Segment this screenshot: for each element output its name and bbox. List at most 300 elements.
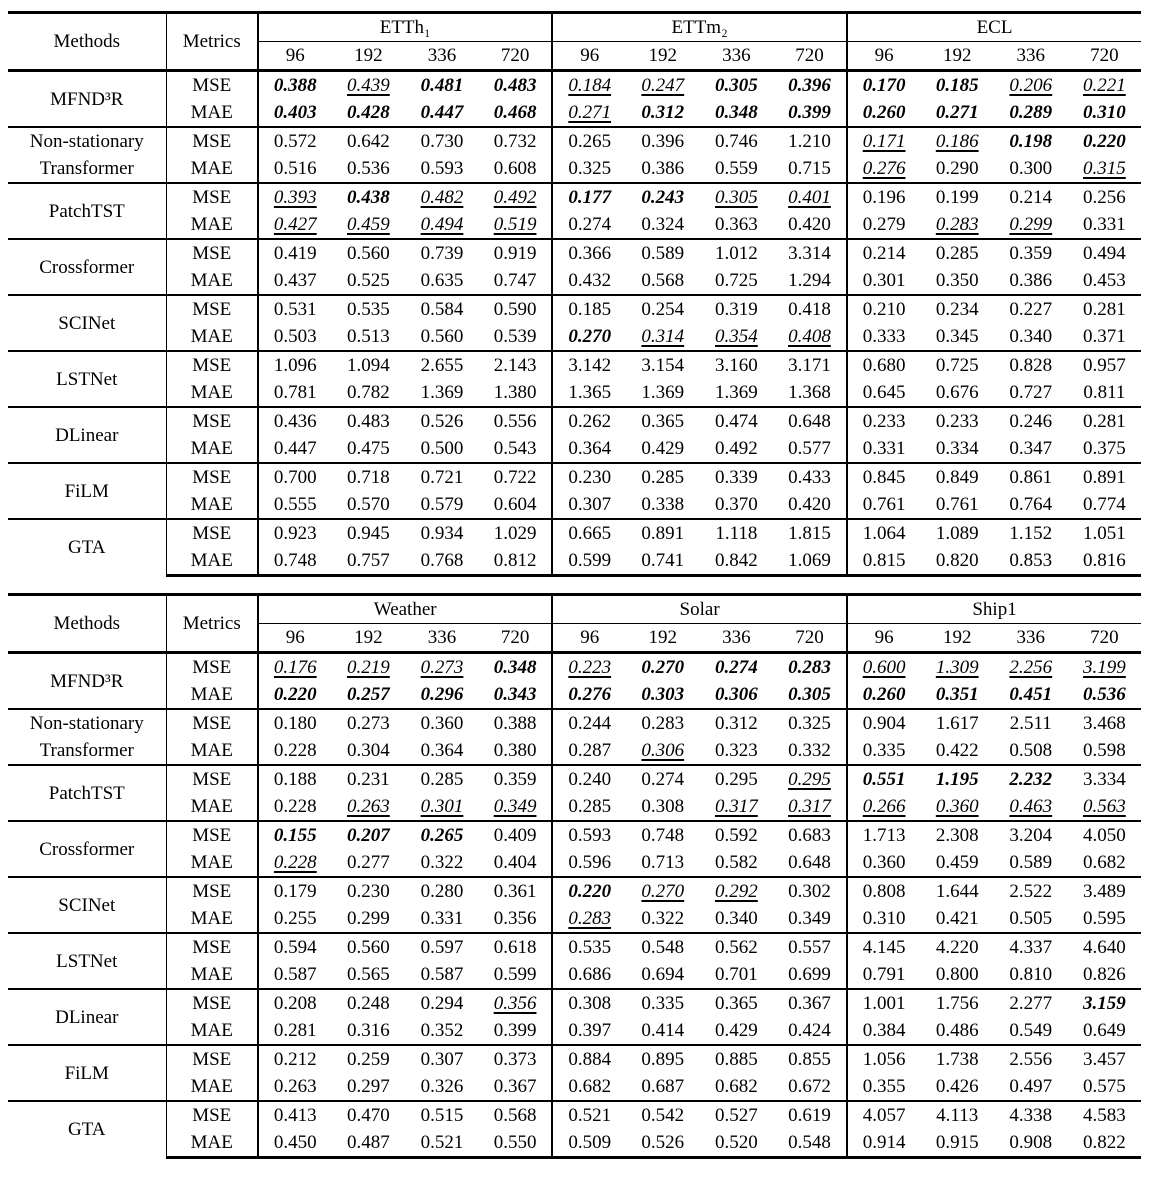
value-cell — [994, 407, 1068, 435]
value-cell — [847, 709, 921, 737]
value-cell — [1068, 211, 1142, 239]
best-value-cell — [405, 71, 479, 100]
value-text: 0.179 — [273, 881, 317, 902]
value-text: 0.427 — [273, 214, 317, 235]
value-cell — [332, 547, 406, 576]
value-text: 0.475 — [347, 438, 390, 459]
value-text: 0.290 — [935, 158, 979, 179]
value-cell — [479, 1045, 553, 1073]
value-text: 0.352 — [420, 1020, 464, 1041]
value-cell — [920, 435, 994, 463]
table-row — [8, 821, 1141, 849]
table-row — [8, 127, 1141, 155]
value-text: 0.356 — [493, 993, 537, 1014]
value-text: 3.142 — [568, 355, 612, 376]
second-best-value-cell — [332, 71, 406, 100]
value-cell — [700, 463, 774, 491]
value-text: 0.826 — [1083, 964, 1126, 985]
value-text: 0.363 — [715, 214, 758, 235]
table-row — [8, 709, 1141, 737]
value-cell — [258, 351, 332, 379]
value-cell — [405, 379, 479, 407]
value-text: 0.399 — [788, 102, 831, 123]
value-text: 1.029 — [493, 523, 537, 544]
value-text: 1.369 — [420, 382, 464, 403]
value-cell — [847, 989, 921, 1017]
value-text: 0.590 — [493, 299, 537, 320]
value-text: 1.001 — [862, 993, 906, 1014]
value-text: 0.557 — [788, 937, 831, 958]
value-cell — [847, 491, 921, 519]
value-cell — [405, 1101, 479, 1129]
value-text: 0.699 — [788, 964, 831, 985]
value-text: 0.721 — [420, 467, 464, 488]
value-cell — [847, 295, 921, 323]
value-text: 2.308 — [935, 825, 979, 846]
value-cell — [700, 989, 774, 1017]
value-cell — [258, 547, 332, 576]
value-cell — [552, 519, 626, 547]
second-best-value-cell — [626, 877, 700, 905]
value-cell — [994, 267, 1068, 295]
value-text: 3.468 — [1083, 713, 1126, 734]
value-text: 3.199 — [1083, 657, 1126, 678]
value-text: 0.463 — [1009, 796, 1053, 817]
value-text: 0.505 — [1009, 908, 1053, 929]
value-text: 0.270 — [641, 657, 685, 678]
value-cell — [552, 127, 626, 155]
value-text: 0.349 — [788, 908, 831, 929]
value-text: 0.367 — [788, 993, 831, 1014]
value-cell — [479, 961, 553, 989]
value-text: 2.277 — [1009, 993, 1053, 1014]
method-name: MFND³R — [8, 71, 166, 128]
best-value-cell — [332, 99, 406, 127]
value-cell — [332, 709, 406, 737]
value-text: 0.259 — [347, 1049, 390, 1070]
value-text: 0.364 — [568, 438, 612, 459]
value-text: 0.618 — [493, 937, 537, 958]
value-cell — [258, 407, 332, 435]
value-cell — [405, 435, 479, 463]
value-cell — [479, 547, 553, 576]
value-text: 0.233 — [862, 411, 906, 432]
dataset-header: ECL — [847, 13, 1141, 42]
value-cell — [332, 737, 406, 765]
value-text: 1.089 — [935, 523, 979, 544]
best-value-cell — [920, 71, 994, 100]
value-cell — [1068, 877, 1142, 905]
value-text: 4.145 — [862, 937, 906, 958]
value-text: 0.210 — [862, 299, 906, 320]
value-cell — [552, 1073, 626, 1101]
value-cell — [258, 1045, 332, 1073]
second-best-value-cell — [847, 793, 921, 821]
value-text: 0.426 — [935, 1076, 979, 1097]
second-best-value-cell — [626, 323, 700, 351]
value-cell — [994, 1017, 1068, 1045]
metric-label: MSE — [166, 351, 258, 379]
value-text: 0.399 — [493, 1020, 537, 1041]
value-text: 0.373 — [493, 1049, 537, 1070]
best-value-cell — [994, 765, 1068, 793]
value-cell — [405, 463, 479, 491]
second-best-value-cell — [700, 323, 774, 351]
value-cell — [847, 547, 921, 576]
method-name: FiLM — [8, 463, 166, 519]
value-cell — [332, 491, 406, 519]
value-text: 2.232 — [1009, 769, 1053, 790]
value-text: 0.335 — [862, 740, 906, 761]
value-text: 0.642 — [347, 131, 390, 152]
metric-label: MAE — [166, 155, 258, 183]
value-text: 0.230 — [568, 467, 612, 488]
value-cell — [405, 989, 479, 1017]
value-text: 0.312 — [715, 713, 758, 734]
metric-label: MAE — [166, 961, 258, 989]
value-text: 0.345 — [935, 326, 979, 347]
value-cell — [626, 1017, 700, 1045]
value-cell — [920, 379, 994, 407]
value-text: 0.310 — [1083, 102, 1126, 123]
value-text: 0.384 — [862, 1020, 906, 1041]
value-cell — [332, 295, 406, 323]
value-text: 0.396 — [641, 131, 685, 152]
value-text: 0.853 — [1009, 550, 1053, 571]
horizon-header: 192 — [332, 624, 406, 653]
value-text: 3.314 — [788, 243, 831, 264]
value-text: 0.230 — [347, 881, 390, 902]
value-text: 0.914 — [862, 1132, 906, 1153]
value-cell — [920, 239, 994, 267]
horizon-header: 96 — [847, 624, 921, 653]
value-cell — [700, 1101, 774, 1129]
value-cell — [552, 765, 626, 793]
value-text: 0.812 — [493, 550, 537, 571]
best-value-cell — [920, 765, 994, 793]
value-cell — [773, 435, 847, 463]
value-cell — [1068, 267, 1142, 295]
table-row — [8, 407, 1141, 435]
value-cell — [479, 519, 553, 547]
value-cell — [1068, 821, 1142, 849]
value-cell — [626, 239, 700, 267]
value-text: 0.370 — [715, 494, 758, 515]
best-value-cell — [994, 681, 1068, 709]
value-text: 1.195 — [935, 769, 979, 790]
value-cell — [1068, 961, 1142, 989]
value-text: 0.535 — [347, 299, 390, 320]
value-cell — [405, 849, 479, 877]
value-text: 0.508 — [1009, 740, 1053, 761]
value-cell — [847, 211, 921, 239]
value-text: 4.050 — [1083, 825, 1126, 846]
value-text: 0.325 — [788, 713, 831, 734]
value-text: 0.274 — [641, 769, 685, 790]
value-text: 0.388 — [273, 75, 317, 96]
value-cell — [920, 821, 994, 849]
value-text: 0.248 — [347, 993, 390, 1014]
value-cell — [332, 435, 406, 463]
value-text: 0.380 — [493, 740, 537, 761]
value-cell — [552, 709, 626, 737]
value-text: 0.820 — [935, 550, 979, 571]
value-cell — [479, 267, 553, 295]
value-text: 0.891 — [1083, 467, 1126, 488]
value-cell — [479, 127, 553, 155]
value-cell — [626, 351, 700, 379]
second-best-value-cell — [405, 793, 479, 821]
table-row — [8, 989, 1141, 1017]
value-text: 0.525 — [347, 270, 390, 291]
value-text: 3.154 — [641, 355, 685, 376]
value-cell — [700, 849, 774, 877]
value-text: 0.587 — [420, 964, 464, 985]
value-text: 1.369 — [715, 382, 758, 403]
best-value-cell — [552, 681, 626, 709]
value-cell — [479, 877, 553, 905]
value-text: 4.338 — [1009, 1105, 1053, 1126]
value-cell — [479, 463, 553, 491]
value-cell — [626, 519, 700, 547]
value-text: 0.421 — [935, 908, 979, 929]
value-text: 0.331 — [1083, 214, 1126, 235]
value-text: 0.764 — [1009, 494, 1053, 515]
value-text: 0.285 — [568, 796, 612, 817]
value-cell — [994, 295, 1068, 323]
metric-label: MAE — [166, 1073, 258, 1101]
value-text: 1.210 — [788, 131, 831, 152]
value-text: 0.531 — [273, 299, 317, 320]
value-cell — [773, 547, 847, 576]
value-cell — [920, 547, 994, 576]
best-value-cell — [773, 71, 847, 100]
value-text: 0.301 — [862, 270, 906, 291]
best-value-cell — [773, 681, 847, 709]
value-cell — [552, 155, 626, 183]
horizon-header: 336 — [405, 42, 479, 71]
value-cell — [773, 519, 847, 547]
second-best-value-cell — [700, 183, 774, 211]
value-cell — [700, 737, 774, 765]
best-value-cell — [552, 323, 626, 351]
value-text: 0.413 — [273, 1105, 317, 1126]
value-text: 0.453 — [1083, 270, 1126, 291]
table-row — [8, 765, 1141, 793]
value-text: 0.761 — [935, 494, 979, 515]
value-cell — [773, 295, 847, 323]
value-text: 0.419 — [273, 243, 317, 264]
value-cell — [479, 905, 553, 933]
value-cell — [258, 989, 332, 1017]
value-text: 0.593 — [568, 825, 612, 846]
value-text: 0.701 — [715, 964, 758, 985]
value-cell — [479, 323, 553, 351]
method-name: FiLM — [8, 1045, 166, 1101]
second-best-value-cell — [552, 71, 626, 100]
table-row — [8, 323, 1141, 351]
method-name: DLinear — [8, 407, 166, 463]
value-text: 0.214 — [1009, 187, 1053, 208]
second-best-value-cell — [773, 323, 847, 351]
value-text: 1.368 — [788, 382, 831, 403]
value-cell — [332, 1129, 406, 1158]
value-cell — [405, 1073, 479, 1101]
value-text: 0.492 — [715, 438, 758, 459]
value-text: 0.439 — [347, 75, 390, 96]
horizon-header: 192 — [626, 624, 700, 653]
value-text: 0.470 — [347, 1105, 390, 1126]
value-text: 4.113 — [936, 1105, 979, 1126]
value-text: 0.307 — [420, 1049, 464, 1070]
table-row — [8, 1073, 1141, 1101]
value-text: 0.648 — [788, 852, 831, 873]
value-text: 0.355 — [862, 1076, 906, 1097]
value-cell — [700, 239, 774, 267]
value-cell — [332, 267, 406, 295]
value-text: 0.718 — [347, 467, 390, 488]
value-text: 4.057 — [862, 1105, 906, 1126]
value-cell — [920, 1129, 994, 1158]
value-text: 0.649 — [1083, 1020, 1126, 1041]
value-cell — [847, 821, 921, 849]
value-cell — [1068, 239, 1142, 267]
table-row — [8, 849, 1141, 877]
dataset-header: Weather — [258, 595, 552, 624]
value-text: 2.511 — [1009, 713, 1052, 734]
value-cell — [920, 463, 994, 491]
table-row — [8, 681, 1141, 709]
metric-label: MSE — [166, 463, 258, 491]
second-best-value-cell — [1068, 653, 1142, 682]
value-cell — [332, 379, 406, 407]
value-cell — [479, 491, 553, 519]
metric-label: MAE — [166, 793, 258, 821]
value-text: 0.562 — [715, 937, 758, 958]
table-row — [8, 379, 1141, 407]
value-text: 0.855 — [788, 1049, 831, 1070]
best-value-cell — [626, 681, 700, 709]
value-text: 2.143 — [493, 355, 537, 376]
value-text: 0.438 — [347, 187, 390, 208]
horizon-header: 720 — [1068, 42, 1142, 71]
value-text: 1.012 — [715, 243, 758, 264]
value-text: 0.582 — [715, 852, 758, 873]
value-cell — [405, 737, 479, 765]
value-cell — [847, 183, 921, 211]
value-text: 3.160 — [715, 355, 758, 376]
value-text: 0.220 — [568, 881, 612, 902]
value-text: 0.791 — [862, 964, 906, 985]
value-text: 1.369 — [641, 382, 685, 403]
metric-label: MSE — [166, 933, 258, 961]
value-text: 0.548 — [788, 1132, 831, 1153]
value-cell — [626, 1101, 700, 1129]
value-text: 0.365 — [715, 993, 758, 1014]
value-cell — [479, 849, 553, 877]
value-cell — [552, 295, 626, 323]
value-cell — [258, 961, 332, 989]
value-cell — [626, 989, 700, 1017]
table-row — [8, 351, 1141, 379]
value-text: 0.746 — [715, 131, 758, 152]
dataset-header: Ship1 — [847, 595, 1141, 624]
value-text: 0.957 — [1083, 355, 1126, 376]
value-text: 0.219 — [347, 657, 390, 678]
metric-label: MSE — [166, 71, 258, 100]
value-text: 0.360 — [862, 852, 906, 873]
table-row — [8, 183, 1141, 211]
value-text: 0.281 — [1083, 411, 1126, 432]
second-best-value-cell — [552, 653, 626, 682]
value-text: 0.196 — [862, 187, 906, 208]
value-cell — [700, 905, 774, 933]
value-text: 0.945 — [347, 523, 390, 544]
value-text: 0.768 — [420, 550, 464, 571]
table-row — [8, 1129, 1141, 1158]
results-table-top — [8, 11, 1141, 577]
value-text: 0.360 — [420, 713, 464, 734]
value-cell — [479, 155, 553, 183]
value-text: 1.051 — [1083, 523, 1126, 544]
value-cell — [773, 1045, 847, 1073]
metric-label: MSE — [166, 295, 258, 323]
value-text: 0.244 — [568, 713, 612, 734]
value-text: 0.891 — [641, 523, 685, 544]
horizon-header: 96 — [552, 42, 626, 71]
value-text: 0.303 — [641, 684, 685, 705]
value-text: 0.560 — [347, 937, 390, 958]
value-text: 0.549 — [1009, 1020, 1053, 1041]
value-text: 0.757 — [347, 550, 390, 571]
value-cell — [773, 961, 847, 989]
value-cell — [405, 765, 479, 793]
value-text: 1.756 — [935, 993, 979, 1014]
value-text: 0.800 — [935, 964, 979, 985]
value-cell — [847, 323, 921, 351]
value-cell — [479, 295, 553, 323]
value-text: 0.934 — [420, 523, 464, 544]
value-cell — [773, 1101, 847, 1129]
value-text: 0.536 — [347, 158, 390, 179]
value-text: 0.386 — [1009, 270, 1053, 291]
value-text: 0.555 — [273, 494, 317, 515]
value-cell — [847, 877, 921, 905]
value-cell — [552, 211, 626, 239]
table-row — [8, 491, 1141, 519]
table-row — [8, 295, 1141, 323]
best-value-cell — [479, 653, 553, 682]
value-cell — [552, 1101, 626, 1129]
value-text: 0.331 — [862, 438, 906, 459]
value-text: 0.316 — [347, 1020, 390, 1041]
metric-label: MSE — [166, 183, 258, 211]
value-cell — [332, 351, 406, 379]
value-text: 0.828 — [1009, 355, 1053, 376]
value-text: 0.356 — [493, 908, 537, 929]
value-cell — [920, 989, 994, 1017]
value-cell — [700, 267, 774, 295]
second-best-value-cell — [332, 211, 406, 239]
value-text: 0.593 — [420, 158, 464, 179]
value-text: 0.550 — [493, 1132, 537, 1153]
value-text: 0.312 — [641, 102, 685, 123]
value-cell — [405, 877, 479, 905]
value-cell — [626, 793, 700, 821]
best-value-cell — [332, 681, 406, 709]
value-text: 0.347 — [1009, 438, 1053, 459]
best-value-cell — [1068, 99, 1142, 127]
